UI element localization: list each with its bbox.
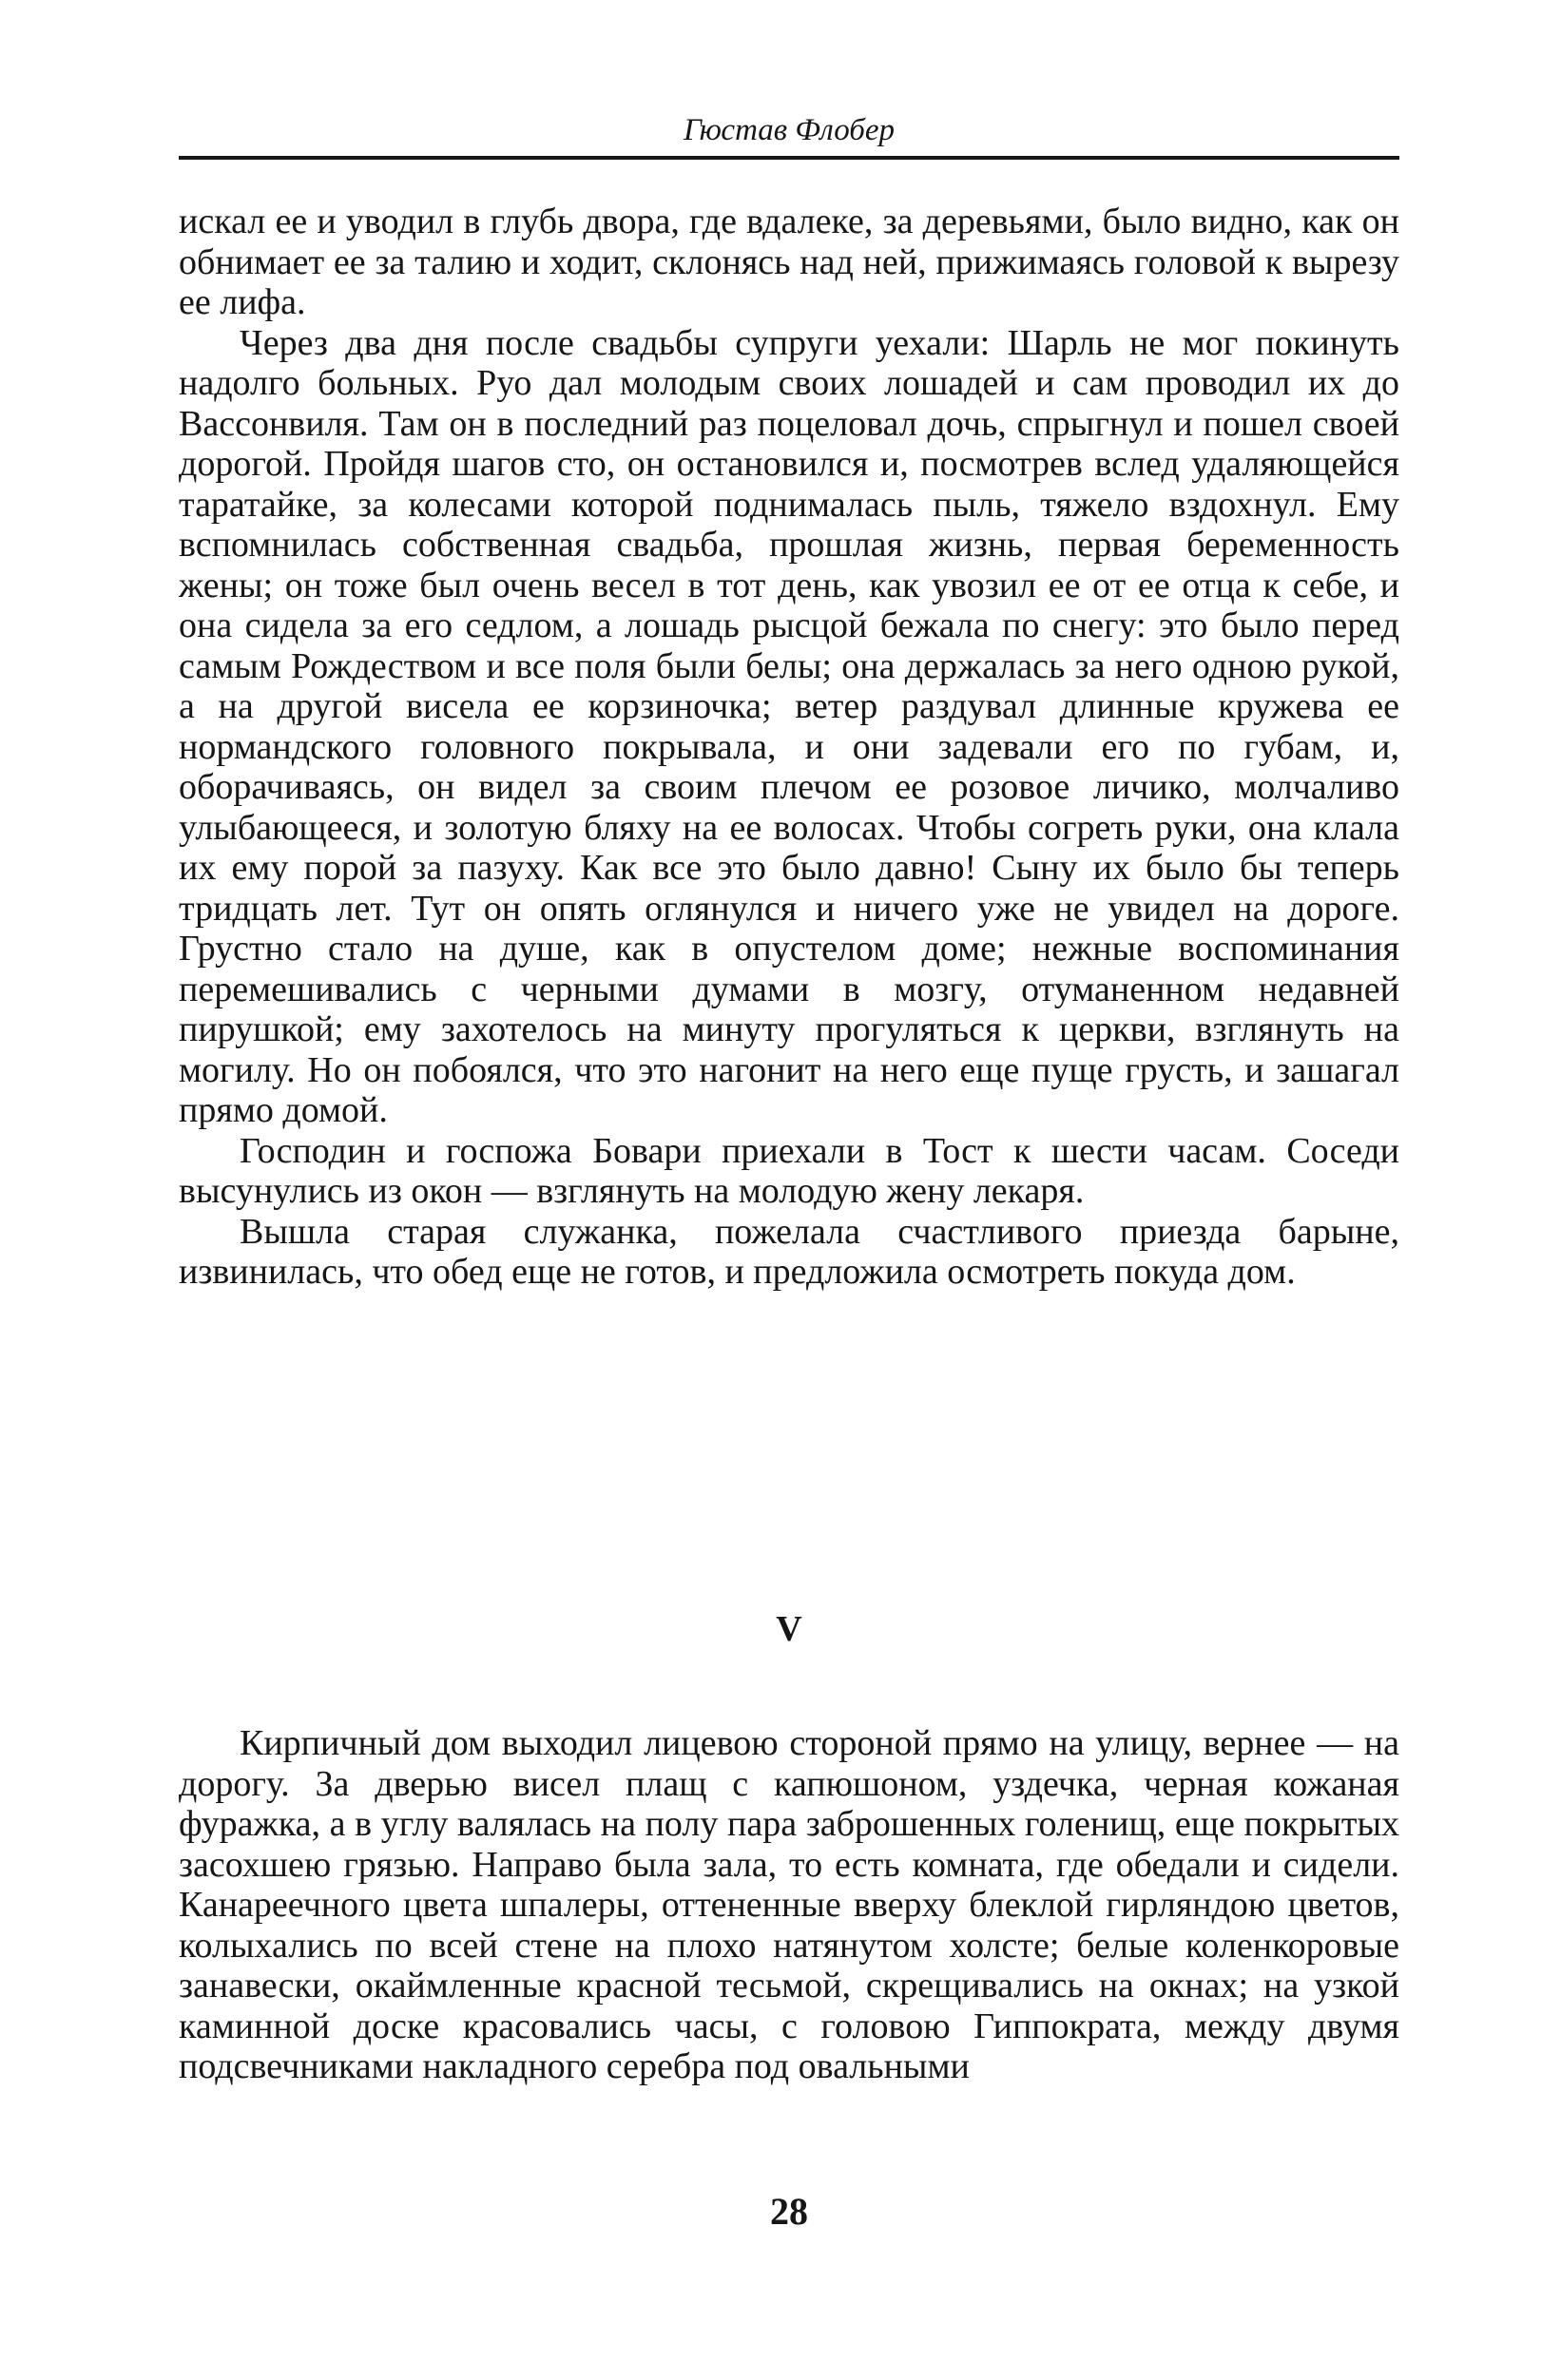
chapter-heading: V	[776, 1609, 802, 1649]
paragraph-departure: Через два дня после свадьбы супруги уехали: Шарль не мог покинуть надолго больных. Руо дал молодым своих лошадей и сам проводил их до Вассонвиля. Там он в последний раз поцеловал дочь, спрыгнул и пошел своей дорогой. Пройдя шагов сто, он остановился и, посмотрев вслед удаляющейся таратайке, за колесами которой поднималась пыль, тяжело вздохнул. Ему вспомнилась собственная свадьба, прошлая жизнь, первая беременность жены; он тоже был очень весел в тот день, как увозил ее от ее отца к себе, и она сидела за его седлом, а лошадь рысцой бежала по снегу: это было перед самым Рождеством и все поля были белы; она держалась за него одною рукой, а на другой висела ее корзиночка; ветер раздувал длинные кружева ее нормандского головного покрывала, и они задевали его по губам, и, оборачиваясь, он видел за своим плечом ее розовое личико, молчаливо улыбающееся, и золотую бляху на ее волосах. Чтобы согреть руки, она клала их ему порой за пазуху. Как все это было давно! Сыну их было бы теперь тридцать лет. Тут он опять оглянулся и ничего уже не увидел на дороге. Грустно стало на душе, как в опустелом доме; нежные воспоминания перемешивались с черными думами в мозгу, отуманенном недавней пирушкой; ему захотелось на минуту прогуляться к церкви, взглянуть на могилу. Но он побоялся, что это нагонит на него еще пуще грусть, и зашагал прямо домой.	[179, 322, 1399, 1130]
paragraph-house-description: Кирпичный дом выходил лицевою стороной прямо на улицу, вернее — на дорогу. За дверью висел плащ с капюшоном, уздечка, черная кожаная фуражка, а в углу валялась на полу пара заброшенных голенищ, еще покрытых засохшею грязью. Направо была зала, то есть комната, где обедали и сидели. Канареечного цвета шпалеры, оттененные вверху блеклой гирляндою цветов, колыхались по всей стене на плохо натянутом холсте; белые коленкоровые занавески, окаймленные красной тесьмой, скрещивались на окнах; на узкой каминной доске красовались часы, с головою Гиппократа, между двумя подсвечниками накладного серебра под овальными	[179, 1723, 1399, 2086]
header-rule	[179, 156, 1399, 160]
paragraph-continued: искал ее и уводил в глубь двора, где вдалеке, за деревьями, было видно, как он обнимает ее за талию и ходит, склонясь над ней, прижимаясь головой к вырезу ее лифа.	[179, 202, 1399, 322]
paragraph-arrival: Господин и госпожа Бовари приехали в Тост к шести часам. Соседи высунулись из окон — взглянуть на молодую жену лекаря.	[179, 1130, 1399, 1211]
paragraph-servant: Вышла старая служанка, пожелала счастливого приезда барыне, извинилась, что обед еще не готов, и предложила осмотреть покуда дом.	[179, 1211, 1399, 1292]
page-number: 28	[770, 2190, 808, 2233]
running-head-title: Гюстав Флобер	[683, 113, 896, 147]
text-block-before-chapter	[179, 202, 1399, 1293]
text-block-after-chapter	[179, 1723, 1399, 2087]
